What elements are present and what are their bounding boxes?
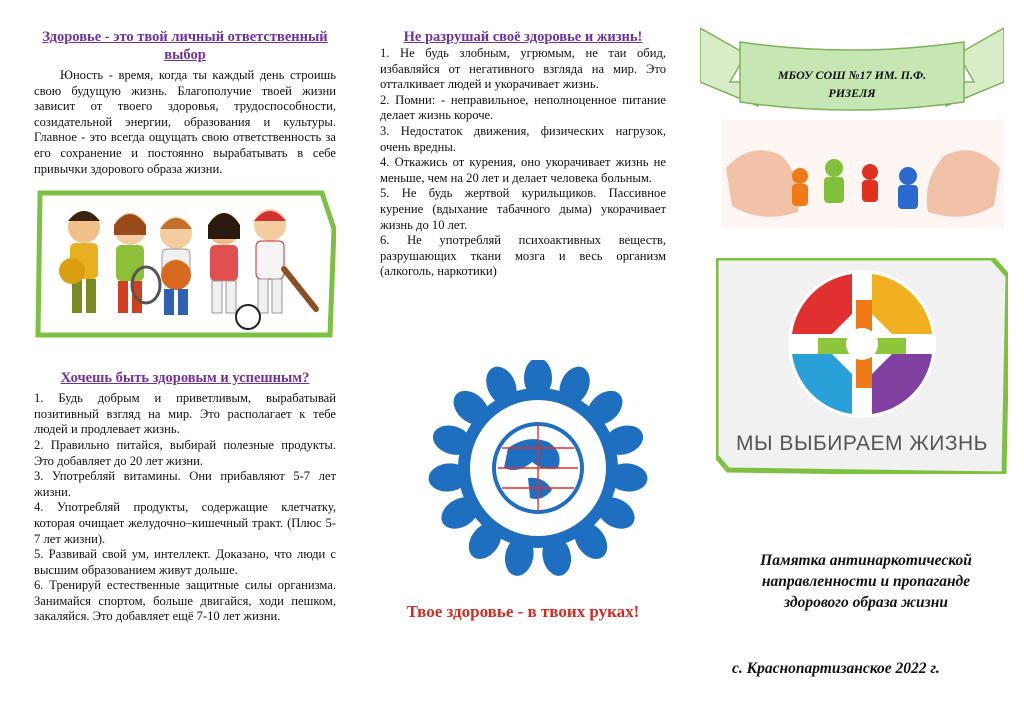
middle-column [380,0,666,280]
list-item: 5. Развивай свой ум, интеллект. Доказано, что люди с высшим образованием живут дольше. [34,547,336,577]
place-year: с. Краснопартизанское 2022 г. [732,660,940,677]
brochure-title: Памятка антинаркотической направленности и пропаганде здорового образа жизни [760,552,972,611]
logo-caption: МЫ ВЫБИРАЕМ ЖИЗНЬ [736,432,988,455]
warning-rules-list [380,46,666,280]
middle-heading: Не разрушай своё здоровье и жизнь! [403,29,643,45]
emblem-image [408,360,668,576]
kids-illustration [34,189,336,339]
list-item: 2. Правильно питайся, выбирай полезные продукты. Это добавляет до 20 лет жизни. [34,437,336,468]
list-item: 4. Употребляй продукты, содержащие клетчатку, которая очищает желудочно–кишечный тракт. (Плюс 5-7 лет жизни). [34,500,336,546]
hands-image [722,120,1004,228]
left-heading-2: Хочешь быть здоровым и успешным? [60,370,310,387]
left-column [34,0,336,625]
list-item: 6. Не употребляй психоактивных веществ, разрушающих ткани мозга и весь организм (алкоголь, наркотики) [380,233,666,279]
slogan: Твое здоровье - в твоих руках! [406,602,640,621]
list-item: 3. Употребляй витамины. Они прибавляют 5-7 лет жизни. [34,469,336,499]
intro-paragraph: Юность - время, когда ты каждый день строишь свою будущую жизнь. Благополучие твоей жизни зависит от твоего здоровья, трудоспособности, созидательной энергии, образования и культуры. Главное - это всегда ощущать свою ответственность за его сохранение и постоянно вырабатывать в себе привычки здорового образа жизни. [34,68,336,176]
list-item: 4. Откажись от курения, оно укорачивает жизнь не меньше, чем на 20 лет и делает человека больным. [380,155,666,185]
list-item: 5. Не будь жертвой курильщиков. Пассивное курение (вдыхание табачного дыма) укорачивает жизнь до 10 лет. [380,186,666,232]
health-tips-list [34,391,336,625]
school-name: МБОУ СОШ №17 ИМ. П.Ф. РИЗЕЛЯ [777,68,927,100]
list-item: 1. Не будь злобным, угрюмым, не таи обид, избавляйся от негативного взгляда на мир. Это отталкивает людей и укорачивает жизнь. [380,46,666,92]
list-item: 3. Недостаток движения, физических нагрузок, очень вредны. [380,123,666,154]
list-item: 2. Помни: - неправильное, неполноценное питание делает жизнь короче. [380,92,666,123]
list-item: 1. Будь добрым и приветливым, вырабатывай позитивный взгляд на мир. Это располагает к тебе людей и продлевает жизнь. [34,391,336,437]
left-heading: Здоровье - это твой личный ответственный выбор [42,29,328,63]
list-item: 6. Тренируй естественные защитные силы организма. Занимайся спортом, больше двигайся, ходи пешком, закаляйся. Это добавляет ещё 7-10 лет жизни. [34,578,336,624]
